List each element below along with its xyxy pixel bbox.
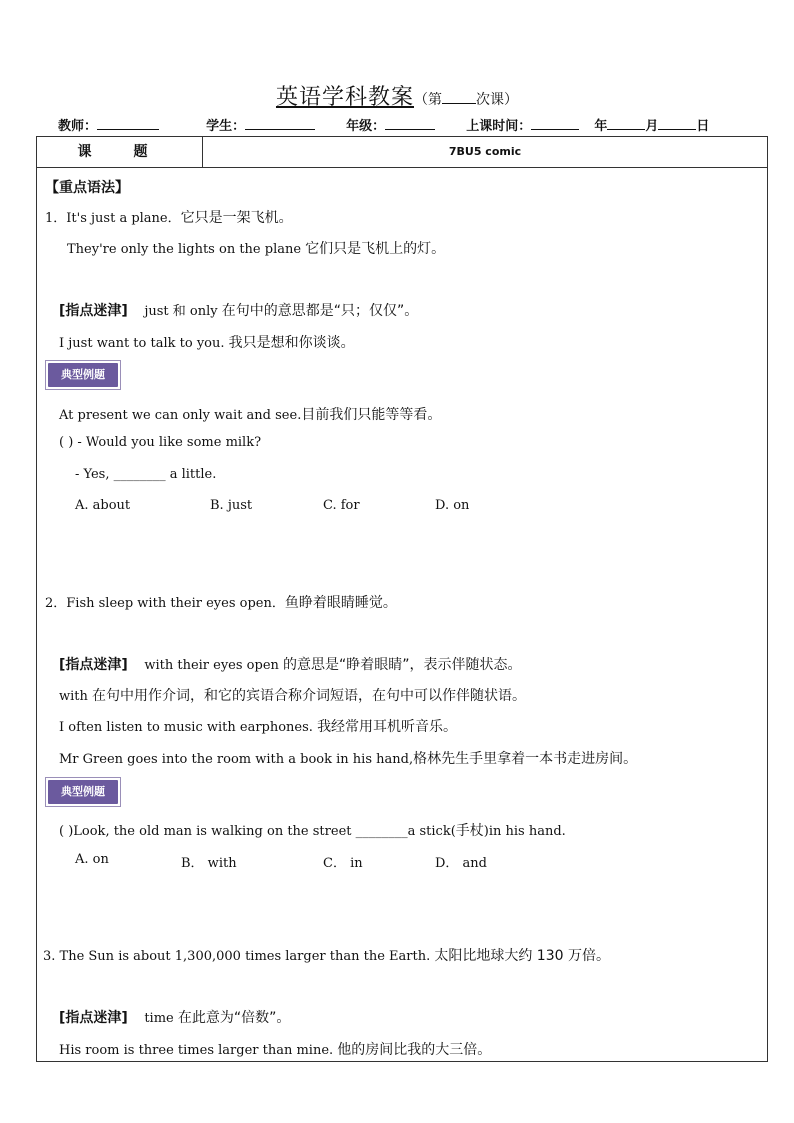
lesson-number-blank[interactable]: [442, 91, 476, 104]
s1-sentence: 1．It's just a plane．它只是一架飞机。: [45, 210, 293, 226]
lesson-number-suffix: 次课）: [476, 92, 518, 108]
topic-label: 课 题: [37, 137, 203, 167]
s1-option-a: A. about: [75, 498, 131, 513]
teacher-field[interactable]: [97, 117, 159, 130]
class-time-field[interactable]: [531, 117, 579, 130]
student-label: 学生：: [206, 119, 246, 134]
s1-option-c: C. for: [323, 498, 360, 513]
grade-field[interactable]: [385, 117, 435, 130]
section-heading: 【重点语法】: [45, 180, 129, 196]
s2-option-a: A. on: [75, 852, 109, 867]
s2-point-2: with 在句中用作介词，和它的宾语合称介词短语，在句中可以作伴随状语。: [59, 688, 527, 704]
s2-question: ( )Look, the old man is walking on the street ________a stick(手杖)in his hand.: [59, 823, 566, 839]
s1-example: I just want to talk to you. 我只是想和你谈谈。: [59, 335, 355, 351]
info-row: [58, 115, 738, 134]
page-title-block: [0, 80, 794, 111]
s1-question-reply: - Yes, ________ a little.: [75, 467, 217, 482]
s2-option-d: D． and: [435, 856, 488, 871]
s3-example: His room is three times larger than mine. 他的房间比我的大三倍。: [59, 1042, 492, 1058]
student-field[interactable]: [245, 117, 315, 130]
example-badge-1: 典型例题: [45, 360, 121, 390]
example-badge-2: 典型例题: [45, 777, 121, 807]
s1-option-d: D. on: [435, 498, 470, 513]
topic-row: [37, 137, 767, 168]
year-field[interactable]: [607, 117, 645, 130]
s2-sentence: 2．Fish sleep with their eyes open．鱼睁着眼睛睡觉。: [45, 595, 397, 611]
s1-question: ( ) - Would you like some milk?: [59, 435, 262, 450]
s1-example-2: At present we can only wait and see.目前我们只能等等看。: [59, 407, 442, 423]
s2-point: [指点迷津] with their eyes open 的意思是“睁着眼睛”，表示伴随状态。: [59, 657, 522, 673]
topic-value: 7BU5 comic: [448, 145, 522, 158]
s2-example-2: Mr Green goes into the room with a book in his hand,格林先生手里拿着一本书走进房间。: [59, 751, 638, 767]
s1-point: [指点迷津] just 和 only 在句中的意思都是“只；仅仅”。: [59, 303, 419, 319]
day-label: 日: [696, 119, 710, 134]
s2-option-c: C． in: [323, 856, 363, 871]
grade-label: 年级：: [346, 119, 386, 134]
s1-option-b: B. just: [210, 498, 253, 513]
s3-point: [指点迷津] time 在此意为“倍数”。: [59, 1010, 291, 1026]
s3-sentence: 3. The Sun is about 1,300,000 times larger than the Earth. 太阳比地球大约 130 万倍。: [43, 948, 610, 964]
s2-option-b: B． with: [181, 856, 237, 871]
month-field[interactable]: [658, 117, 696, 130]
s1-sentence-2: They're only the lights on the plane 它们只是飞机上的灯。: [67, 241, 446, 257]
month-label: 月: [645, 119, 659, 134]
lesson-number-prefix: （第: [414, 92, 442, 108]
class-time-label: 上课时间：: [466, 119, 532, 134]
teacher-label: 教师：: [58, 119, 98, 134]
s2-example: I often listen to music with earphones. 我经常用耳机听音乐。: [59, 719, 458, 735]
page-title: 英语学科教案: [275, 85, 414, 110]
year-label: 年: [594, 119, 608, 134]
lesson-table: [36, 136, 768, 1062]
